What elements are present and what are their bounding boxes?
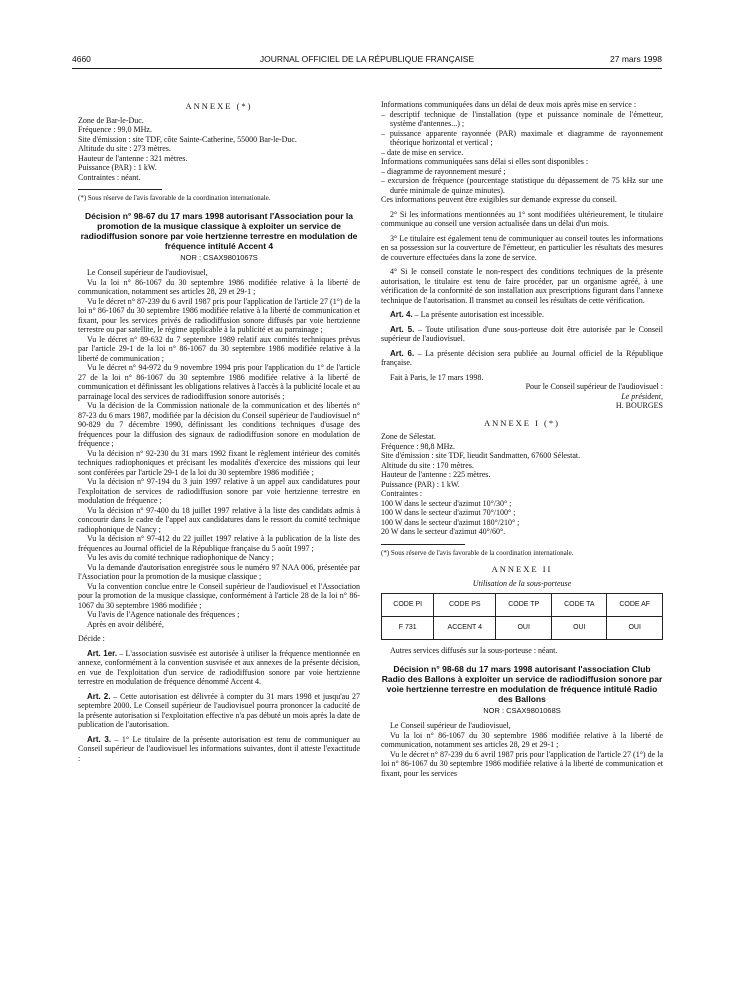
subcarrier-table: [381, 593, 663, 640]
right-column: [381, 100, 663, 778]
article-text: – L'association susvisée est autorisée à utiliser la fréquence mentionnée en annexe, conformément à la convention susvisée et aux annexes de la présente décision, en vue de l'exploitation d'un service de radiodiffusion sonore par voie hertzienne terrestre en modulation de fréquence dénommé Accent 4.: [78, 648, 360, 686]
annexe-footnote: (*) Sous réserve de l'avis favorable de la coordination internationale.: [78, 194, 271, 202]
annexe-1-line: Contraintes :: [381, 489, 423, 498]
annexe-line: Site d'émission : site TDF, côte Sainte-Catherine, 55000 Bar-le-Duc.: [78, 134, 297, 144]
visa-paragraph: Vu le décret n° 94-972 du 9 novembre 1994 pris pour l'application du 1° de l'article 27 de la loi n° 86-1067 du 30 septembre 1986 modifiée relative à la liberté de communication et définissant les obligations relatives à l'accès à la publicité locale et au parrainage local des services de radiodiffusion sonore autorisés ;: [78, 363, 361, 401]
info-line: – descriptif technique de l'installation (type et puissance nominale de l'émetteur, système d'antennes...) ;: [381, 109, 663, 128]
decision-title: Décision n° 98-67 du 17 mars 1998 autorisant l'Association pour la promotion de la musique classique à exploiter un service de radiodiffusion sonore par voie hertzienne terrestre en modulation de fréquence intitulé Accent 4: [80, 210, 358, 251]
fait-a-paris: Fait à Paris, le 17 mars 1998.: [390, 372, 484, 382]
article-4: [381, 310, 663, 320]
decision-2-intro: Le Conseil supérieur de l'audiovisuel,: [390, 721, 511, 730]
decide-heading: Décide :: [78, 634, 105, 643]
table-cell: OUI: [552, 617, 607, 640]
table-header-row: [382, 594, 663, 617]
annexe-1-title: ANNEXE I (*): [484, 417, 560, 428]
article-3-paragraph: 4° Si le conseil constate le non-respect des conditions techniques de la présente autorisation, le titulaire est tenu de faire procéder, par un organisme agréé, à une vérification de la conformité de son installation aux prescriptions figurant dans l'annexe technique de l'autorisation. Il transmet au conseil les résultats de cette vérification.: [381, 267, 663, 305]
info-line: – puissance apparente rayonnée (PAR) maximale et diagramme de rayonnement théorique horizontal et vertical ;: [381, 128, 663, 147]
annexe-1-line: 100 W dans le secteur d'azimut 10°/30° ;: [381, 498, 512, 508]
header-rule: [72, 68, 662, 69]
annexe-1-line: Puissance (PAR) : 1 kW.: [381, 479, 460, 489]
page-number: 4660: [72, 54, 91, 64]
annexe-1-line: Zone de Sélestat.: [381, 432, 436, 441]
decision-intro: Le Conseil supérieur de l'audiovisuel,: [87, 268, 208, 277]
article-label: Art. 4.: [390, 310, 413, 319]
visa-paragraph: Vu la loi n° 86-1067 du 30 septembre 1986 modifiée relative à la liberté de communication, notamment ses articles 28, 29 et 29-1 ;: [381, 730, 663, 749]
annexe-line: Hauteur de l'antenne : 321 mètres.: [78, 153, 188, 163]
info-line: Informations communiquées sans délai si elles sont disponibles :: [381, 157, 589, 166]
visa-paragraph: Vu les avis du comité technique radiophonique de Nancy ;: [87, 553, 274, 562]
decision-2-title: Décision n° 98-68 du 17 mars 1998 autorisant l'association Club Radio des Ballons à exploiter un service de radiodiffusion sonore par voie hertzienne terrestre en modulation de fréquence intitulé Radio des Ballons: [381, 663, 663, 704]
annexe-1-line: 100 W dans le secteur d'azimut 180°/210° ;: [381, 517, 520, 527]
visa-paragraph: Vu la décision de la Commission nationale de la communication et des libertés n° 87-23 du 6 mars 1987, modifiée par la décision du Conseil supérieur de l'audiovisuel n° 90-829 du 7 décembre 1990, définissant les conditions techniques d'usage des fréquences pour la diffusion des signaux de radiodiffusion sonore en modulation de fréquence ;: [78, 401, 360, 448]
visa-paragraph: Vu la décision n° 97-412 du 22 juillet 1997 relative à la publication de la liste des fréquences au Journal officiel de la République française du 5 août 1997 ;: [78, 534, 360, 553]
table-cell: ACCENT 4: [434, 617, 496, 640]
visa-paragraph: Vu la loi n° 86-1067 du 30 septembre 1986 modifiée relative à la liberté de communication, notamment ses articles 28, 29 et 29-1 ;: [78, 277, 360, 296]
info-line: – diagramme de rayonnement mesuré ;: [381, 166, 506, 176]
article-label: Art. 1er.: [87, 648, 118, 658]
article-text: – Toute utilisation d'une sous-porteuse doit être autorisée par le Conseil supérieur de l'audiovisuel.: [381, 324, 663, 343]
table-header-cell: CODE TP: [496, 594, 552, 617]
article-5: [381, 325, 663, 344]
table-header-cell: CODE AF: [607, 594, 663, 617]
article-1: [78, 649, 360, 687]
publication-date: 27 mars 1998: [610, 54, 662, 64]
article-2: [78, 692, 360, 730]
visa-paragraph: Vu le décret n° 89-632 du 7 septembre 1989 relatif aux comités techniques prévus par l'article 29-1 de la loi n° 86-1067 du 30 septembre 1986 modifiée relative à la liberté de communication ;: [78, 334, 360, 363]
article-text: – 1° Le titulaire de la présente autorisation est tenu de communiquer au Conseil supérieur de l'audiovisuel les informations suivantes, dont il atteste l'exactitude :: [78, 734, 360, 763]
signature-block: [381, 382, 663, 411]
visa-paragraph: Vu la décision n° 97-194 du 3 juin 1997 relative à un appel aux candidatures pour l'exploitation de services de radiodiffusion sonore par voie hertzienne terrestre en modulation de fréquence ;: [78, 477, 360, 505]
visa-paragraph: Vu la demande d'autorisation enregistrée sous le numéro 97 NAA 006, présentée par l'Association pour la promotion de la musique classique ;: [78, 562, 360, 581]
visa-paragraph: Vu le décret n° 87-239 du 6 avril 1987 pris pour l'application de l'article 27 (1°) de la loi n° 86-1067 du 30 septembre 1986 modifiée relative à la liberté de communication et fixant, pour les services privés de radiodiffusion sonore diffusés par voie hertzienne terrestre ou par satellite, le régime applicable à la publicité et au parrainage ;: [78, 296, 360, 334]
info-line: Informations communiquées dans un délai de deux mois après mise en service :: [381, 100, 637, 109]
table-cell: OUI: [496, 617, 552, 640]
article-6: [381, 349, 663, 368]
article-text: – Cette autorisation est délivrée à compter du 31 mars 1998 et jusqu'au 27 septembre 2000. Le Conseil supérieur de l'audiovisuel pourra prononcer la caducité de la présente autorisation si l'exploitation effective n'a pas débuté un mois après la date de publication de l'autorisation.: [78, 691, 361, 729]
table-cell: OUI: [607, 617, 663, 640]
info-line: Ces informations peuvent être exigibles sur demande expresse du conseil.: [381, 195, 617, 204]
annexe-line: Zone de Bar-le-Duc.: [78, 115, 144, 125]
visa-paragraph: Vu la décision n° 97-400 du 18 juillet 1997 relative à la liste des candidats admis à concourir dans le cadre de l'appel aux candidatures dans le ressort du comité technique radiophonique de Nancy ;: [78, 505, 360, 534]
article-3: [78, 735, 360, 764]
signature-name: H. BOURGES: [615, 401, 663, 410]
info-line: – excursion de fréquence (pourcentage statistique du dépassement de 75 kHz sur une durée minimale de quinze minutes).: [381, 176, 663, 195]
table-header-cell: CODE TA: [552, 594, 607, 617]
signature-role: Le président,: [621, 391, 663, 401]
page-header: [72, 54, 662, 68]
article-label: Art. 5.: [390, 324, 415, 334]
visa-paragraph: Vu l'avis de l'Agence nationale des fréquences ;: [87, 610, 240, 619]
annexe-2-caption: Utilisation de la sous-porteuse: [472, 578, 572, 588]
annexe-1-line: 20 W dans le secteur d'azimut 40°/60°.: [381, 527, 506, 536]
article-label: Art. 6.: [390, 348, 415, 358]
table-cell: F 731: [382, 617, 434, 640]
footnote-separator: [78, 189, 162, 190]
table-header-cell: CODE PS: [434, 594, 496, 617]
annexe-1-line: Hauteur de l'antenne : 225 mètres.: [381, 470, 491, 479]
annexe-1-footnote: (*) Sous réserve de l'avis favorable de la coordination internationale.: [381, 548, 574, 557]
article-label: Art. 3.: [87, 734, 112, 744]
table-header-cell: CODE PI: [382, 594, 434, 617]
annexe-line: Contraintes : néant.: [78, 172, 141, 182]
visa-paragraph: Vu le décret n° 87-239 du 6 avril 1987 pris pour l'application de l'article 27 (1°) de la loi n° 86-1067 du 30 septembre 1986 modifiée relative à la liberté de communication et fixant, pour les services: [381, 749, 663, 778]
nor-reference: NOR : CSAX9801067S: [180, 252, 258, 262]
article-text: – La présente autorisation est incessible.: [412, 310, 544, 319]
annexe-1-line: 100 W dans le secteur d'azimut 70°/100° ;: [381, 508, 516, 517]
table-row: [382, 617, 663, 640]
article-text: – La présente décision sera publiée au Journal officiel de la République française.: [381, 348, 664, 367]
annexe-line: Altitude du site : 273 mètres.: [78, 144, 171, 153]
visa-paragraph: Vu la décision n° 92-230 du 31 mars 1992 fixant le règlement intérieur des comités techniques radiophoniques et précisant les modalités d'exercice des missions qui leur sont conférées par l'article 29-1 de la loi du 30 septembre 1986 modifiée ;: [78, 448, 360, 477]
annexe-lines: [78, 116, 360, 183]
journal-title: JOURNAL OFFICIEL DE LA RÉPUBLIQUE FRANÇAISE: [259, 54, 475, 64]
article-3-paragraph: 3° Le titulaire est également tenu de communiquer au conseil toutes les informations en sa possession sur la couverture de l'émetteur, en particulier les résultats des mesures de couverture effectuées dans la zone de service.: [381, 233, 663, 262]
annexe-1-line: Site d'émission : site TDF, lieudit Sandmatten, 67600 Sélestat.: [381, 451, 581, 460]
visa-paragraph: Vu la convention conclue entre le Conseil supérieur de l'audiovisuel et l'Association pour la promotion de la musique classique, conformément à l'article 28 de la loi n° 86-1067 du 30 septembre 1986 modifiée ;: [78, 581, 360, 610]
article-label: Art. 2.: [87, 691, 111, 701]
visa-paragraph: Après en avoir délibéré,: [87, 619, 164, 629]
footnote-separator: [381, 544, 465, 545]
annexe-1-line: Fréquence : 98,8 MHz.: [381, 441, 455, 451]
annexe-2-title: ANNEXE II: [491, 564, 553, 574]
other-services: Autres services diffusés sur la sous-porteuse : néant.: [390, 646, 558, 655]
info-line: – date de mise en service.: [381, 147, 464, 157]
annexe-line: Puissance (PAR) : 1 kW.: [78, 163, 157, 172]
annexe-title: ANNEXE (*): [185, 101, 253, 111]
annexe-1-line: Altitude du site : 170 mètres.: [381, 460, 474, 470]
left-column: [78, 100, 360, 763]
article-3-paragraph: 2° Si les informations mentionnées au 1° sont modifiées ultérieurement, le titulaire communique au conseil une version actualisée dans un délai d'un mois.: [381, 209, 663, 228]
annexe-line: Fréquence : 99,0 MHz.: [78, 125, 152, 134]
signature-for: Pour le Conseil supérieur de l'audiovisuel :: [525, 382, 663, 391]
nor-reference-2: NOR : CSAX9801068S: [483, 705, 561, 715]
